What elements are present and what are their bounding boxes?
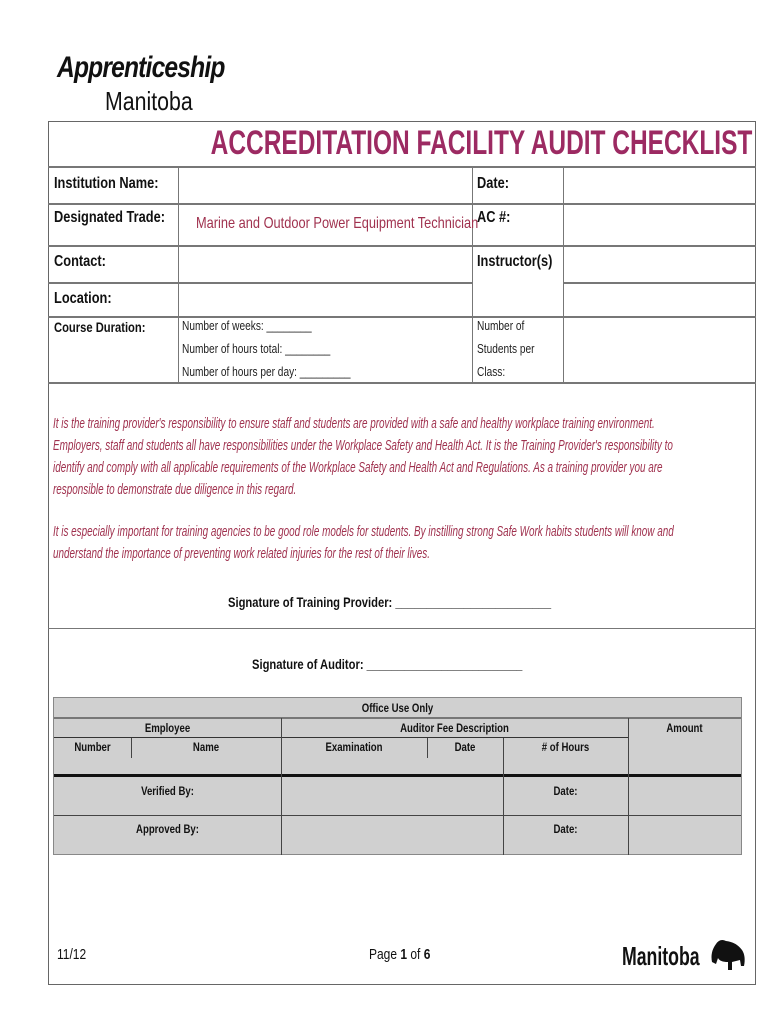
hours-total-field[interactable]: Number of hours total: ________: [182, 341, 331, 356]
safety-paragraph-2: [53, 521, 770, 565]
location-field[interactable]: [180, 284, 470, 315]
ac-label: AC #:: [477, 209, 511, 226]
instructors-field[interactable]: [565, 247, 755, 315]
name-header: Name: [192, 740, 220, 754]
instructors-label: Instructor(s): [477, 253, 553, 270]
weeks-field[interactable]: Number of weeks: ________: [182, 318, 312, 333]
trade-label: Designated Trade:: [54, 209, 165, 226]
apprenticeship-manitoba-logo: [57, 50, 261, 116]
p1-line: It is the training provider's responsibility to ensure staff and students are provided with a safe and healthy workplace training environment.: [53, 415, 655, 432]
students-label-2: Students per: [477, 341, 535, 356]
trade-value[interactable]: Marine and Outdoor Power Equipment Technician: [196, 215, 479, 232]
location-label: Location:: [54, 290, 112, 307]
p2-line: understand the importance of preventing work related injuries for the rest of their lives.: [53, 545, 430, 562]
office-use-title: Office Use Only: [361, 701, 434, 715]
date-field[interactable]: [565, 168, 755, 202]
bison-icon: [710, 938, 746, 972]
students-label-1: Number of: [477, 318, 525, 333]
hours-header: # of Hours: [541, 740, 590, 754]
provider-signature-field[interactable]: Signature of Training Provider: _________________________: [228, 594, 552, 610]
page-of: of: [407, 946, 424, 963]
manitoba-logo: [622, 938, 746, 972]
approved-by-label: Approved By:: [136, 822, 199, 836]
safety-paragraph-1: [53, 413, 770, 501]
date-label: Date:: [477, 175, 510, 192]
p1-line: Employers, staff and students all have responsibilities under the Workplace Safety and Health Act. It is the Training Provider's responsibility to: [53, 437, 673, 454]
ac-field[interactable]: [565, 205, 755, 244]
p2-line: It is especially important for training agencies to be good role models for students. By instilling strong Safe Work habits students will know and: [53, 523, 674, 540]
manitoba-logo-text: Manitoba: [622, 941, 700, 971]
page-title: ACCREDITATION FACILITY AUDIT CHECKLIST: [210, 124, 752, 162]
employee-header: Employee: [144, 721, 191, 735]
fee-description-header: Auditor Fee Description: [400, 721, 509, 735]
p1-line: identify and comply with all applicable requirements of the Workplace Safety and Health Act and Regulations. As a training provider you are: [53, 459, 663, 476]
students-label-3: Class:: [477, 364, 506, 379]
page-number: [369, 946, 430, 963]
verified-date-label: Date:: [553, 784, 578, 798]
hours-per-day-field[interactable]: Number of hours per day: _________: [182, 364, 351, 379]
institution-label: Institution Name:: [54, 175, 159, 192]
course-duration-label: Course Duration:: [54, 319, 146, 335]
contact-field[interactable]: [180, 247, 470, 281]
logo-line1: Apprenticeship: [57, 51, 225, 84]
contact-label: Contact:: [54, 253, 106, 270]
page-prefix: Page: [369, 946, 401, 963]
amount-header: Amount: [666, 721, 703, 735]
page-current: 1: [400, 946, 408, 963]
revision-date: 11/12: [57, 946, 87, 963]
approved-date-label: Date:: [553, 822, 578, 836]
office-use-table: [53, 697, 742, 855]
examination-header: Examination: [325, 740, 383, 754]
p1-line: responsible to demonstrate due diligence in this regard.: [53, 481, 297, 498]
date-header: Date: [454, 740, 476, 754]
auditor-signature-field[interactable]: Signature of Auditor: _________________________: [252, 656, 523, 672]
verified-by-label: Verified By:: [141, 784, 194, 798]
number-header: Number: [74, 740, 111, 754]
page-total: 6: [423, 946, 431, 963]
logo-line2: Manitoba: [105, 86, 193, 116]
institution-field[interactable]: [180, 168, 470, 202]
